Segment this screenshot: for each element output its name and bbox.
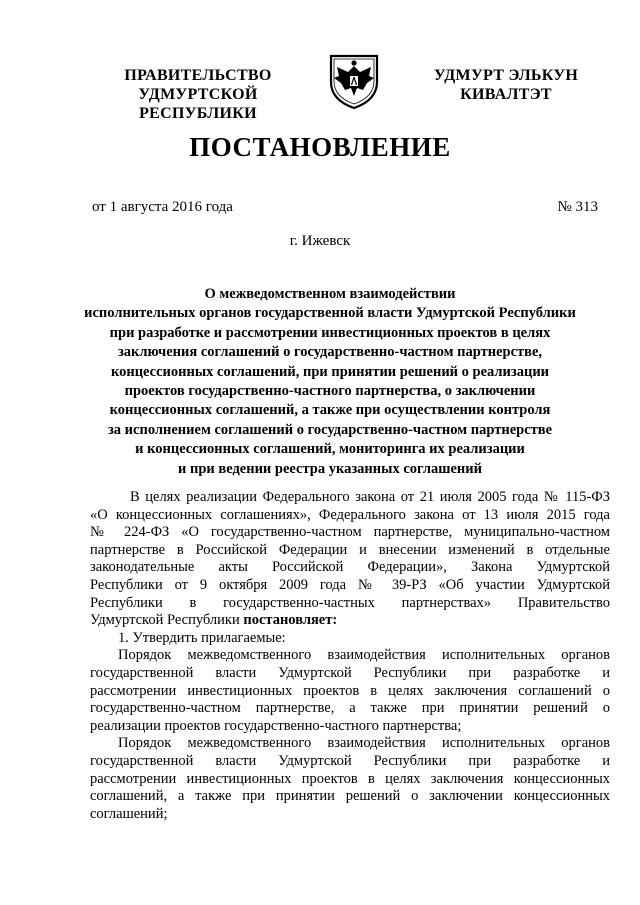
body-line: соглашений; <box>90 805 168 822</box>
document-title: ПОСТАНОВЛЕНИЕ <box>189 132 451 162</box>
document-number: № 313 <box>557 199 598 215</box>
subject-line: и при ведении реестра указанных соглашений <box>178 460 482 477</box>
body-line: № 224-ФЗ «О государственно-частном партнерстве, муниципально-частном <box>90 524 610 541</box>
subject-line: концессионных соглашений, при принятии решений о реализации <box>110 363 550 380</box>
subject-line: за исполнением соглашений о государственно-частном партнерстве <box>107 421 553 438</box>
header-right-line1: УДМУРТ ЭЛЬКУН <box>433 67 579 84</box>
body-line: государственной власти Удмуртской Республики при разработке и <box>90 752 610 769</box>
body-line: Порядок межведомственного взаимодействия исполнительных органов <box>118 647 610 664</box>
body-line <box>90 612 610 630</box>
decree-verb: постановляет: <box>243 612 338 629</box>
header-left-line1: ПРАВИТЕЛЬСТВО <box>124 67 272 84</box>
subject-line: исполнительных органов государственной власти Удмуртской Республики <box>84 305 576 322</box>
subject-line: проектов государственно-частного партнерства, о заключении <box>124 383 536 400</box>
body-line: «О концессионных соглашениях», Федерального закона от 13 июля 2015 года <box>90 506 610 523</box>
body-line: Республики в государственно-частных партнерствах» Правительство <box>90 594 610 611</box>
coat-of-arms-emblem <box>327 52 381 110</box>
body-text: Удмуртской Республики <box>90 612 244 629</box>
body-line: В целях реализации Федерального закона от 21 июля 2005 года № 115-ФЗ <box>130 489 610 505</box>
header-right-line2: КИВАЛТЭТ <box>460 86 552 103</box>
subject-line: О межведомственном взаимодействии <box>204 286 456 302</box>
subject-line: при разработке и рассмотрении инвестиционных проектов в целях <box>109 324 551 341</box>
body-line: реализации проектов государственно-частного партнерства; <box>90 717 462 734</box>
document-date: от 1 августа 2016 года <box>92 199 233 215</box>
header-left-line2: УДМУРТСКОЙ РЕСПУБЛИКИ <box>138 86 258 122</box>
header-left <box>78 66 318 123</box>
header-right <box>416 66 596 104</box>
subject-line: заключения соглашений о государственно-частном партнерстве, <box>117 344 543 361</box>
item-1: 1. Утвердить прилагаемые: <box>118 629 286 646</box>
subject-line: и концессионных соглашений, мониторинга их реализации <box>135 441 525 458</box>
body-line: рассмотрении инвестиционных проектов в целях заключения соглашений о <box>90 682 610 699</box>
body-line: государственно-частном партнерстве, а также при принятии решений о <box>90 700 610 717</box>
body-line: соглашений, а также при принятии решений о заключении концессионных <box>90 788 610 805</box>
body-line: партнерстве в Российской Федерации и внесении изменений в отдельные <box>90 541 610 558</box>
document-city: г. Ижевск <box>289 233 351 249</box>
body-line: законодательные акты Российской Федерации», Закона Удмуртской <box>90 559 610 576</box>
document-subject <box>60 285 600 479</box>
subject-line: концессионных соглашений, а также при осуществлении контроля <box>109 402 551 419</box>
body-line: Порядок межведомственного взаимодействия исполнительных органов <box>118 735 610 752</box>
body-line: государственной власти Удмуртской Республики при разработке и <box>90 664 610 681</box>
body-line: рассмотрении инвестиционных проектов в целях заключения концессионных <box>90 770 610 787</box>
body-line: Республики от 9 октября 2009 года № 39-РЗ «Об участии Удмуртской <box>90 576 610 593</box>
document-body <box>90 489 610 823</box>
